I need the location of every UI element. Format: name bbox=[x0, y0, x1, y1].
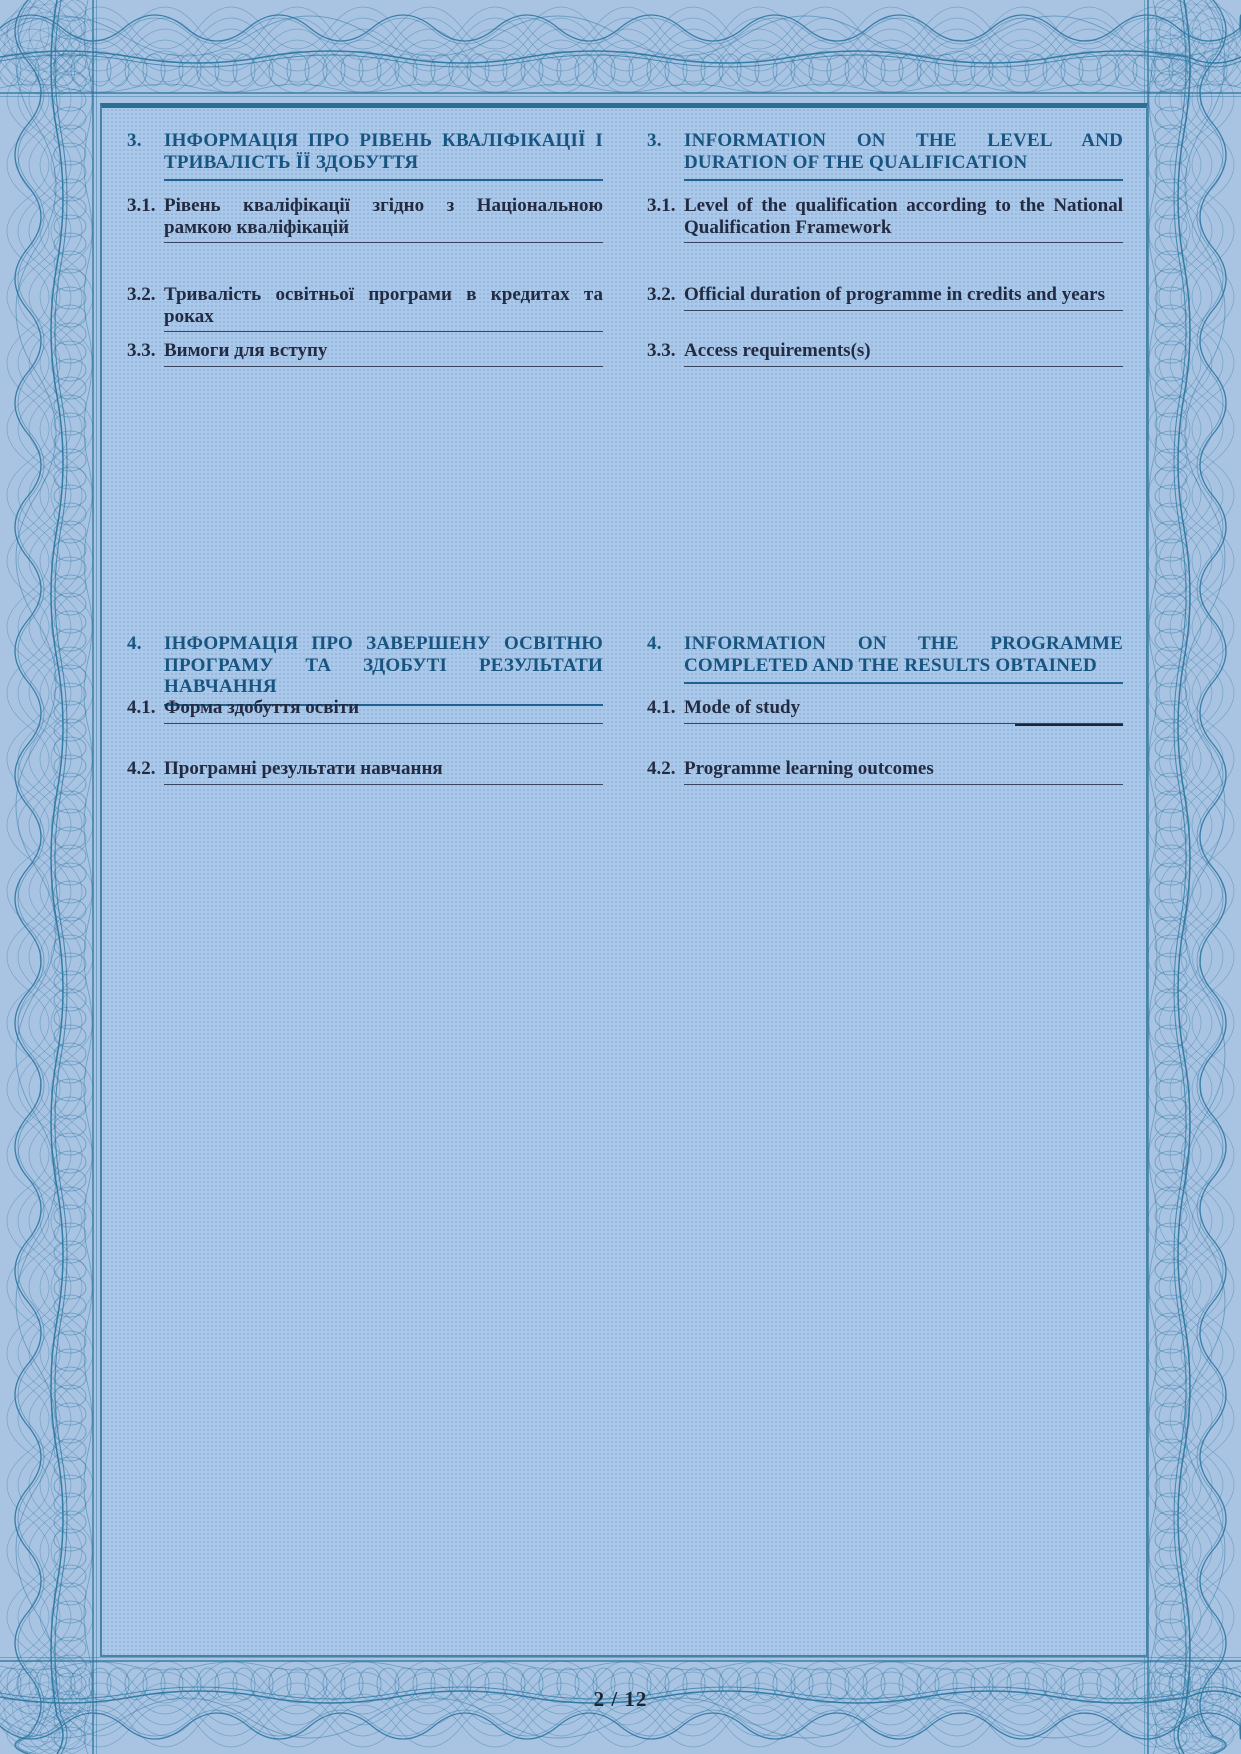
field-number: 3.3. bbox=[127, 340, 156, 361]
field-number: 3.1. bbox=[127, 195, 156, 216]
field-label: Тривалість освітньої програми в кредитах та роках bbox=[164, 284, 603, 332]
field-number: 4.1. bbox=[127, 697, 156, 718]
field-4-2-en bbox=[647, 758, 1123, 785]
field-label: Рівень кваліфікації згідно з Національною рамкою кваліфікацій bbox=[164, 195, 603, 243]
field-number: 3.3. bbox=[647, 340, 676, 361]
section-number: 4. bbox=[647, 633, 662, 654]
field-3-3-ua bbox=[127, 340, 603, 367]
field-4-2-ua bbox=[127, 758, 603, 785]
section-3-heading-en bbox=[647, 130, 1123, 181]
section-title: INFORMATION ON THE PROGRAMME COMPLETED AND THE RESULTS OBTAINED bbox=[684, 633, 1123, 684]
field-4-1-en bbox=[647, 697, 1123, 724]
field-3-3-en bbox=[647, 340, 1123, 367]
field-label: Level of the qualification according to the National Qualification Framework bbox=[684, 195, 1123, 243]
section-title: INFORMATION ON THE LEVEL AND DURATION OF THE QUALIFICATION bbox=[684, 130, 1123, 181]
field-number: 4.2. bbox=[127, 758, 156, 779]
section-4-heading-en bbox=[647, 633, 1123, 684]
section-3-heading-ua bbox=[127, 130, 603, 181]
field-4-1-ua bbox=[127, 697, 603, 724]
page-number: 2 / 12 bbox=[593, 1687, 648, 1711]
field-3-2-en bbox=[647, 284, 1123, 311]
section-title: ІНФОРМАЦІЯ ПРО ЗАВЕРШЕНУ ОСВІТНЮ ПРОГРАМУ ТА ЗДОБУТІ РЕЗУЛЬТАТИ НАВЧАННЯ bbox=[164, 633, 603, 706]
field-3-2-ua bbox=[127, 284, 603, 332]
section-number: 3. bbox=[647, 130, 662, 151]
field-number: 3.2. bbox=[647, 284, 676, 305]
field-number: 3.2. bbox=[127, 284, 156, 305]
section-number: 4. bbox=[127, 633, 142, 654]
field-label: Програмні результати навчання bbox=[164, 758, 603, 785]
field-label: Форма здобуття освіти bbox=[164, 697, 603, 724]
field-3-1-ua bbox=[127, 195, 603, 243]
field-line-segment bbox=[1015, 724, 1123, 726]
field-number: 4.2. bbox=[647, 758, 676, 779]
field-3-1-en bbox=[647, 195, 1123, 243]
field-label: Official duration of programme in credits and years bbox=[684, 284, 1123, 311]
field-label: Вимоги для вступу bbox=[164, 340, 603, 367]
section-number: 3. bbox=[127, 130, 142, 151]
document-panel bbox=[100, 103, 1148, 1657]
field-label: Mode of study bbox=[684, 697, 1123, 724]
field-label: Programme learning outcomes bbox=[684, 758, 1123, 785]
field-number: 3.1. bbox=[647, 195, 676, 216]
section-title: ІНФОРМАЦІЯ ПРО РІВЕНЬ КВАЛІФІКАЦІЇ І ТРИВАЛІСТЬ ЇЇ ЗДОБУТТЯ bbox=[164, 130, 603, 181]
section-4-heading-ua bbox=[127, 633, 603, 706]
field-number: 4.1. bbox=[647, 697, 676, 718]
field-label: Access requirements(s) bbox=[684, 340, 1123, 367]
